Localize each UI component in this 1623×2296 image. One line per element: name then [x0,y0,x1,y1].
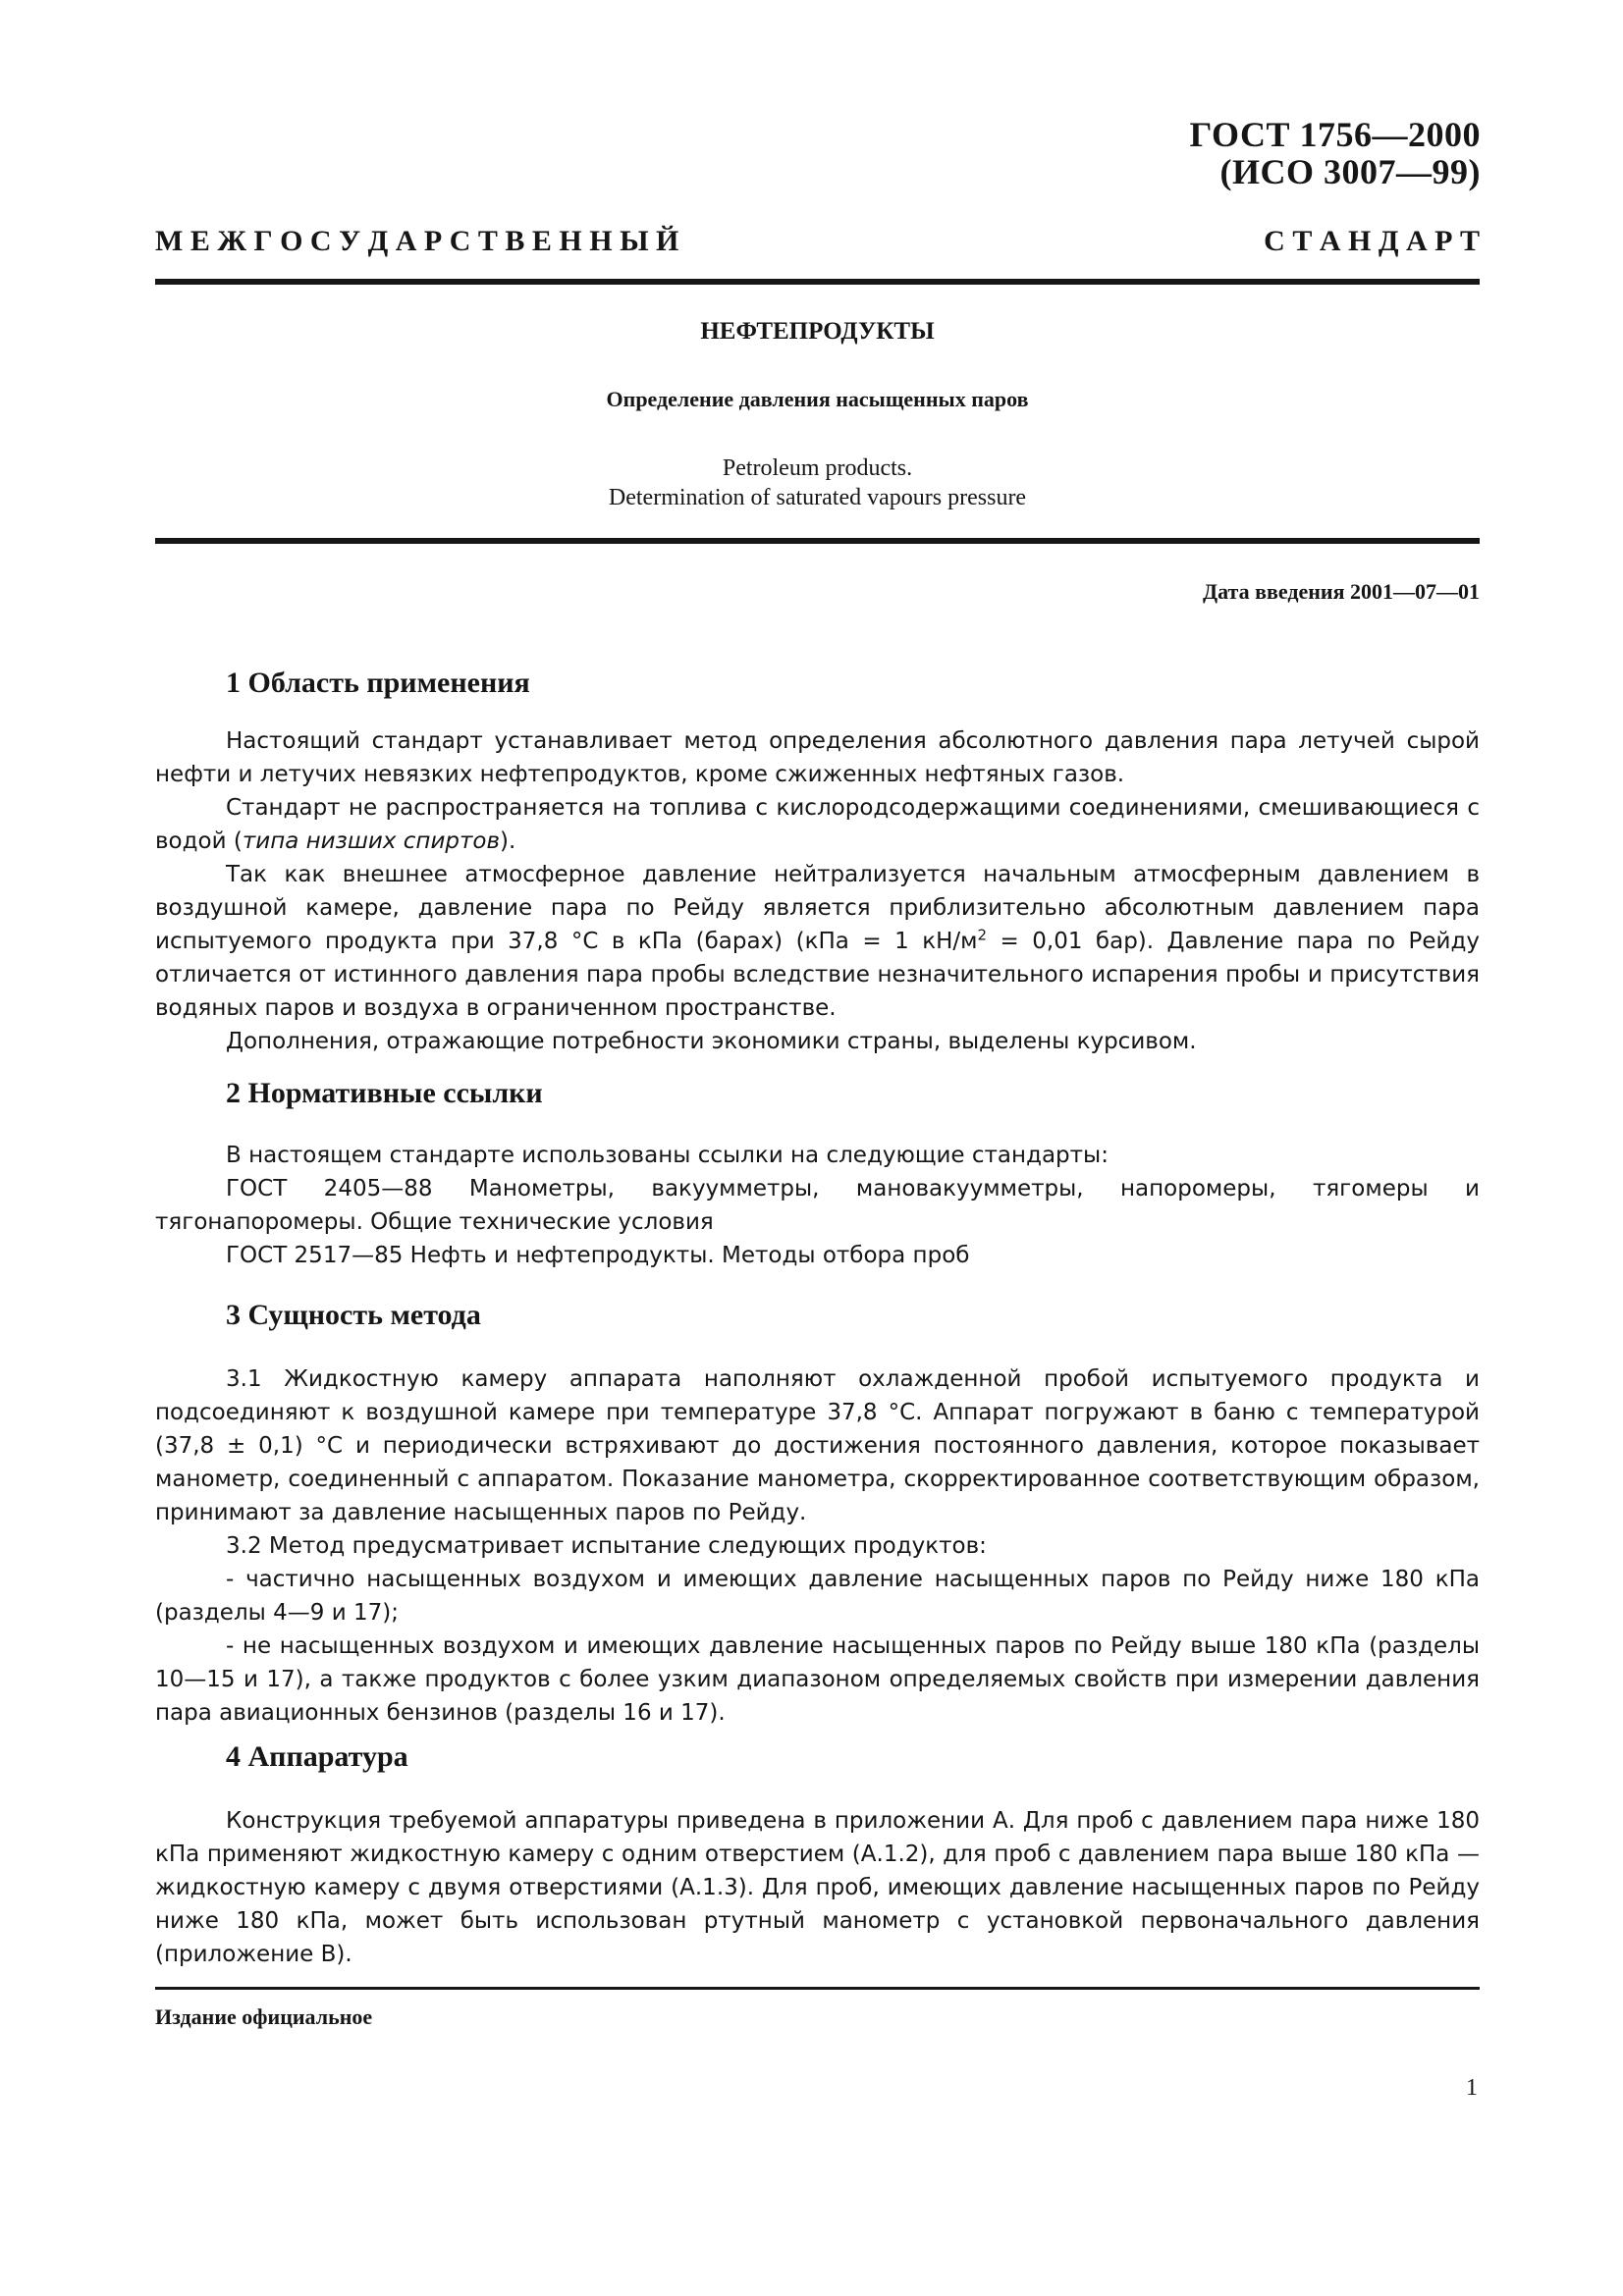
section-1-paragraph [155,1025,1480,1058]
section-1-paragraph [155,858,1480,1025]
paragraph-text: = 0,01 бар). Давление пара по Рейду отличается от истинного давления пара пробы вследствие незначительного испарения пробы и присутствия водяных паров и воздуха в ограниченном пространстве. [155,929,1480,1021]
paragraph-text: Так как внешнее атмосферное давление нейтрализуется начальным атмосферным давлением в воздушной камере, давление пара по Рейду является приблизительно абсолютным давлением пара испытуемого продукта при 37,8 °С в кПа (барах) (кПа = 1 кН/м [155,862,1480,954]
paragraph-text: ГОСТ 2405—88 Манометры, вакуумметры, мановакуумметры, напоромеры, тягомеры и тягонапоромеры. Общие технические условия [155,1176,1480,1235]
section-4-heading: 4 Аппаратура [226,1740,408,1773]
gost-number: ГОСТ 1756—2000 [1189,115,1481,154]
section-2-heading: 2 Нормативные ссылки [226,1077,543,1109]
paragraph-text: - не насыщенных воздухом и имеющих давление насыщенных паров по Рейду выше 180 кПа (разделы 10—15 и 17), а также продуктов с более узким диапазоном определяемых свойств при измерении давления пара авиационных бензинов (разделы 16 и 17). [155,1633,1480,1726]
paragraph-text: Дополнения, отражающие потребности экономики страны, выделены курсивом. [226,1029,1197,1054]
paragraph-text: Конструкция требуемой аппаратуры приведена в приложении А. Для проб с давлением пара ниже 180 кПа применяют жидкостную камеру с одним отверстием (А.1.2), для проб с давлением пара выше 180 кПа — жидкостную камеру с двумя отверстиями (А.1.3). Для проб, имеющих давление насыщенных паров по Рейду ниже 180 кПа, может быть использован ртутный манометр с установкой первоначального давления (приложение В). [155,1808,1480,1967]
paragraph-text: ). [500,828,516,854]
section-2-paragraph [155,1139,1480,1172]
section-3-heading: 3 Сущность метода [226,1299,481,1331]
section-1-paragraph [155,791,1480,858]
banner-word-interstate: М Е Ж Г О С У Д А Р С Т В Е Н Н Ы Й [155,225,679,257]
title-rule [155,538,1480,544]
section-1-heading: 1 Область применения [226,667,530,699]
paragraph-text: В настоящем стандарте использованы ссылки на следующие стандарты: [226,1143,1109,1168]
section-2-body [155,1139,1480,1272]
paragraph-text: Настоящий стандарт устанавливает метод определения абсолютного давления пара летучей сырой нефти и летучих невязких нефтепродуктов, кроме сжиженных нефтяных газов. [155,728,1480,787]
page-number: 1 [1466,2075,1478,2101]
superscript-text: 2 [977,926,988,944]
paragraph-text: - частично насыщенных воздухом и имеющих давление насыщенных паров по Рейду ниже 180 кПа (разделы 4—9 и 17); [155,1567,1480,1626]
document-subtitle: Определение давления насыщенных паров [606,387,1029,411]
italic-text: типа низших спиртов [242,828,501,854]
iso-number: (ИСО 3007—99) [1219,152,1481,191]
section-4-paragraph [155,1804,1480,1971]
banner-word-standard: С Т А Н Д А Р Т [1264,225,1480,257]
english-title-line-2: Determination of saturated vapours pressure [608,485,1027,510]
section-2-paragraph [155,1172,1480,1239]
paragraph-text: Стандарт не распространяется на топлива с кислородсодержащими соединениями, смешивающиеся с водой ( [155,795,1480,854]
document-title: НЕФТЕПРОДУКТЫ [700,318,935,345]
paragraph-text: 3.1 Жидкостную камеру аппарата наполняют охлажденной пробой испытуемого продукта и подсоединяют к воздушной камере при температуре 37,8 °С. Аппарат погружают в баню с температурой (37,8 ± 0,1) °С и периодически встряхивают до достижения постоянного давления, которое показывает манометр, соединенный с аппаратом. Показание манометра, скорректированное соответствующим образом, принимают за давление насыщенных паров по Рейду. [155,1366,1480,1525]
paragraph-text: 3.2 Метод предусматривает испытание следующих продуктов: [226,1533,987,1559]
header-rule [155,279,1480,285]
footer-rule [155,1987,1480,1990]
introduction-date: Дата введения 2001—07—01 [1202,579,1480,604]
interstate-standard-banner [155,224,1480,259]
official-edition-label: Издание официальное [155,2004,373,2029]
paragraph-text: ГОСТ 2517—85 Нефть и нефтепродукты. Методы отбора проб [226,1243,970,1268]
section-1-paragraph [155,724,1480,791]
document-code [892,116,1481,190]
english-title-line-1: Petroleum products. [722,455,913,481]
section-3-paragraph [155,1362,1480,1529]
section-3-body [155,1362,1480,1730]
section-2-paragraph [155,1239,1480,1272]
section-3-paragraph [155,1563,1480,1629]
section-3-paragraph [155,1529,1480,1563]
section-1-body [155,724,1480,1058]
english-title [155,454,1480,512]
section-3-paragraph [155,1629,1480,1730]
section-4-body [155,1804,1480,1971]
